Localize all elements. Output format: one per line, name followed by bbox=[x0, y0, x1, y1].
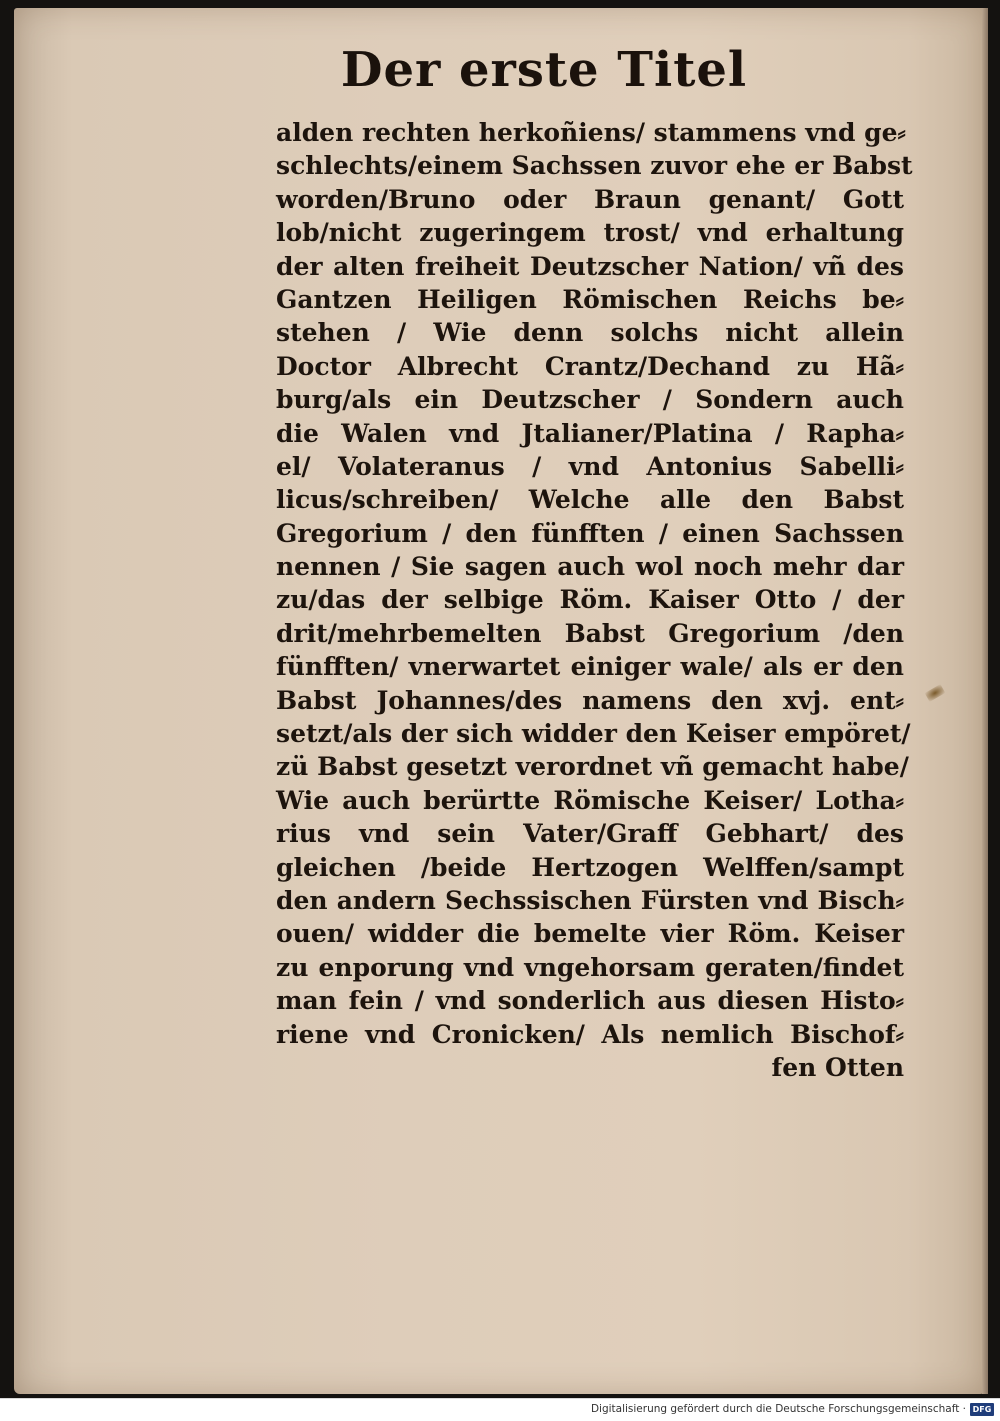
text-line: fünfften/ vnerwartet einiger wale/ als er den bbox=[276, 652, 904, 682]
text-line: drit/mehrbemelten Babst Gregorium /den bbox=[276, 618, 904, 648]
text-line: Gantzen Heiligen Römischen Reichs be⸗ bbox=[276, 284, 904, 314]
page-header: Der erste Titel bbox=[340, 42, 748, 98]
text-line: schlechts/einem Sachssen zuvor ehe er Babst bbox=[276, 151, 913, 181]
text-block bbox=[276, 116, 913, 1084]
text-line-catchword: fen Otten bbox=[771, 1052, 904, 1082]
text-line: lob/nicht zugeringem trost/ vnd erhaltung bbox=[276, 218, 904, 248]
text-line: zu/das der selbige Röm. Kaiser Otto / der bbox=[276, 585, 904, 615]
text-line: Doctor Albrecht Crantz/Dechand zu Hã⸗ bbox=[276, 351, 904, 381]
text-line: zü Babst gesetzt verordnet vñ gemacht habe/ bbox=[276, 752, 909, 782]
text-line: rius vnd sein Vater/Graff Gebhart/ des bbox=[276, 819, 904, 849]
book-page bbox=[14, 8, 986, 1394]
text-line: alden rechten herkoñiens/ stammens vnd ge⸗ bbox=[276, 118, 906, 147]
text-line: zu enporung vnd vngehorsam geraten/findet bbox=[276, 952, 904, 982]
text-line: Babst Johannes/des namens den xvj. ent⸗ bbox=[276, 685, 904, 715]
text-line: die Walen vnd Jtalianer/Platina / Rapha⸗ bbox=[276, 418, 904, 448]
text-line: man fein / vnd sonderlich aus diesen Histo⸗ bbox=[276, 986, 904, 1016]
footer-credit: Digitalisierung gefördert durch die Deutsche Forschungsgemeinschaft · bbox=[590, 1403, 966, 1415]
ink-stain bbox=[925, 684, 946, 702]
text-line: Gregorium / den fünfften / einen Sachssen bbox=[276, 518, 904, 548]
text-line: burg/als ein Deutzscher / Sondern auch bbox=[276, 385, 904, 415]
text-line: el/ Volateranus / vnd Antonius Sabelli⸗ bbox=[276, 451, 904, 481]
text-line: ouen/ widder die bemelte vier Röm. Keiser bbox=[276, 919, 904, 949]
text-line: nennen / Sie sagen auch wol noch mehr dar bbox=[276, 552, 904, 582]
dfg-logo-icon: DFG bbox=[970, 1403, 994, 1416]
text-line: riene vnd Cronicken/ Als nemlich Bischof⸗ bbox=[276, 1019, 904, 1049]
text-line: der alten freiheit Deutzscher Nation/ vñ des bbox=[276, 251, 904, 281]
text-line: worden/Bruno oder Braun genant/ Gott bbox=[276, 184, 904, 214]
text-line: stehen / Wie denn solchs nicht allein bbox=[276, 318, 904, 348]
text-line: gleichen /beide Hertzogen Welffen/sampt bbox=[276, 852, 904, 882]
page-edge bbox=[982, 8, 988, 1394]
text-line: setzt/als der sich widder den Keiser empöret/ bbox=[276, 719, 911, 749]
text-line: Wie auch berürtte Römische Keiser/ Lotha⸗ bbox=[276, 785, 904, 815]
text-line: licus/schreiben/ Welche alle den Babst bbox=[276, 485, 904, 515]
text-line: den andern Sechssischen Fürsten vnd Bisch⸗ bbox=[276, 885, 904, 915]
footer-bar bbox=[0, 1398, 1000, 1421]
